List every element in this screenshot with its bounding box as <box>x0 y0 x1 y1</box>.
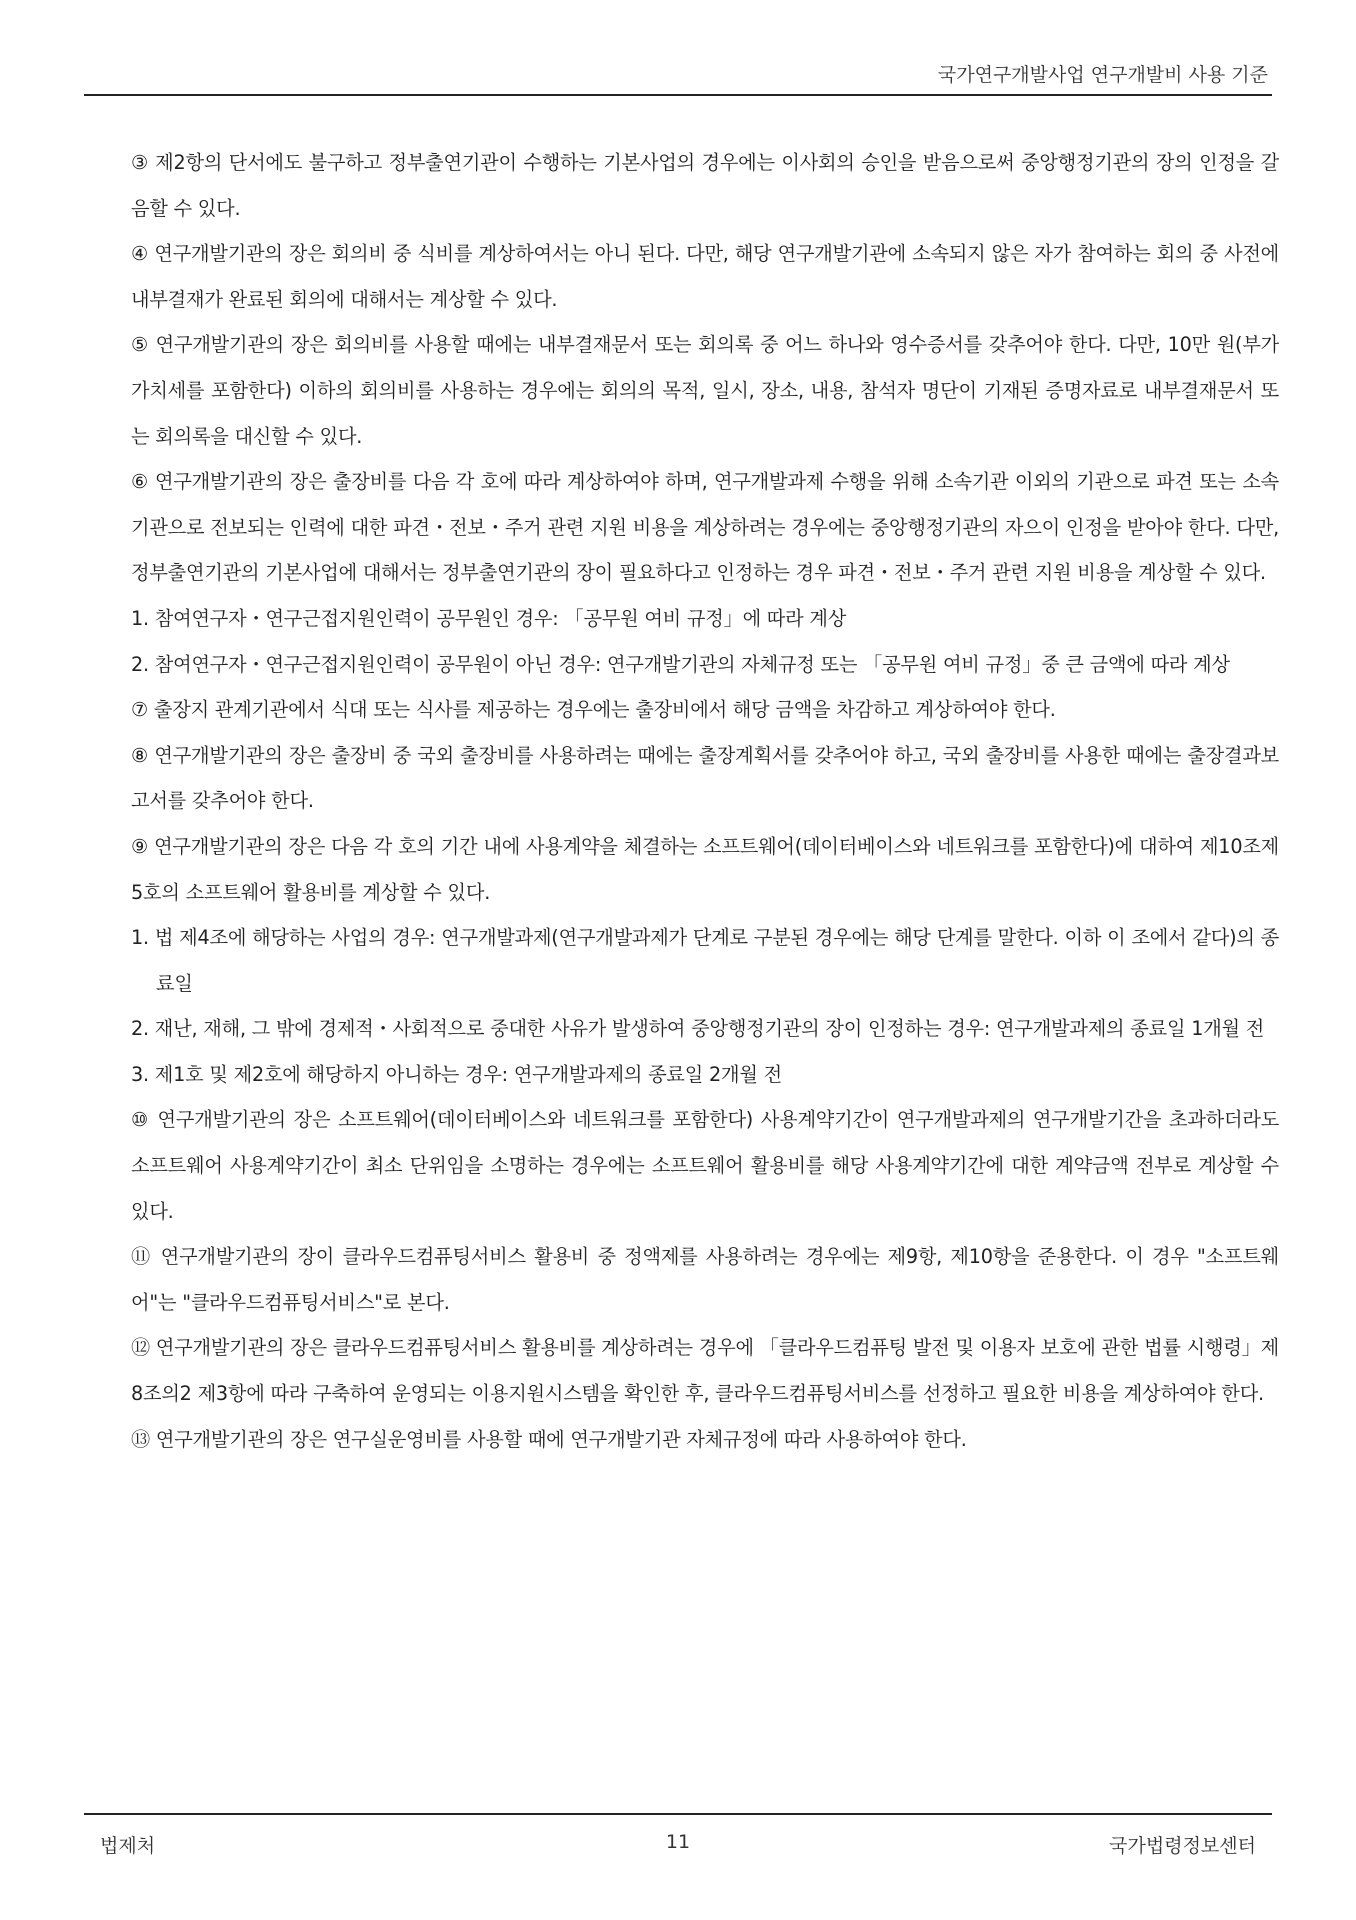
paragraph-7: ⑦ 출장지 관계기관에서 식대 또는 식사를 제공하는 경우에는 출장비에서 해당 금액을 차감하고 계상하여야 한다. <box>131 698 1056 722</box>
paragraph-9-item-3: 3. 제1호 및 제2호에 해당하지 아니하는 경우: 연구개발과제의 종료일 2개월 전 <box>131 1062 782 1086</box>
paragraph-9-item-1: 1. 법 제4조에 해당하는 사업의 경우: 연구개발과제(연구개발과제가 단계로 구분된 경우에는 해당 단계를 말한다. 이하 이 조에서 같다)의 종료일 <box>131 926 1279 995</box>
paragraph-5: ⑤ 연구개발기관의 장은 회의비를 사용할 때에는 내부결재문서 또는 회의록 중 어느 하나와 영수증서를 갖추어야 한다. 다만, 10만 원(부가가치세를 포함한다) 이하의 회의비를 사용하는 경우에는 회의의 목적, 일시, 장소, 내용, 참석자 명단이 기재된 증명자료로 내부결재문서 또는 회의록을 대신할 수 있다. <box>131 333 1279 448</box>
page-header <box>84 54 1272 96</box>
paragraph-13: ⑬ 연구개발기관의 장은 연구실운영비를 사용할 때에 연구개발기관 자체규정에 따라 사용하여야 한다. <box>131 1427 967 1451</box>
document-body <box>131 140 1279 1462</box>
paragraph-6: ⑥ 연구개발기관의 장은 출장비를 다음 각 호에 따라 계상하여야 하며, 연구개발과제 수행을 위해 소속기관 이외의 기관으로 파견 또는 소속기관으로 전보되는 인력에 대한 파견・전보・주거 관련 지원 비용을 계상하려는 경우에는 중앙행정기관의 자으이 인정을 받아야 한다. 다만, 정부출연기관의 기본사업에 대해서는 정부출연기관의 장이 필요하다고 인정하는 경우 파견・전보・주거 관련 지원 비용을 계상할 수 있다. <box>131 470 1279 585</box>
paragraph-3: ③ 제2항의 단서에도 불구하고 정부출연기관이 수행하는 기본사업의 경우에는 이사회의 승인을 받음으로써 중앙행정기관의 장의 인정을 갈음할 수 있다. <box>131 151 1279 220</box>
footer-source: 국가법령정보센터 <box>1109 1835 1256 1857</box>
footer-publisher: 법제처 <box>100 1835 156 1857</box>
paragraph-12: ⑫ 연구개발기관의 장은 클라우드컴퓨팅서비스 활용비를 계상하려는 경우에 「클라우드컴퓨팅 발전 및 이용자 보호에 관한 법률 시행령」제8조의2 제3항에 따라 구축하여 운영되는 이용지원시스템을 확인한 후, 클라우드컴퓨팅서비스를 선정하고 필요한 비용을 계상하여야 한다. <box>131 1336 1279 1406</box>
document-title: 국가연구개발사업 연구개발비 사용 기준 <box>937 64 1268 86</box>
page-number: 11 <box>665 1831 691 1853</box>
paragraph-9: ⑨ 연구개발기관의 장은 다음 각 호의 기간 내에 사용계약을 체결하는 소프트웨어(데이터베이스와 네트워크를 포함한다)에 대하여 제10조제5호의 소프트웨어 활용비를 계상할 수 있다. <box>131 834 1279 904</box>
paragraph-11: ⑪ 연구개발기관의 장이 클라우드컴퓨팅서비스 활용비 중 정액제를 사용하려는 경우에는 제9항, 제10항을 준용한다. 이 경우 "소프트웨어"는 "클라우드컴퓨팅서비스"로 본다. <box>131 1245 1279 1314</box>
paragraph-6-item-2: 2. 참여연구자・연구근접지원인력이 공무원이 아닌 경우: 연구개발기관의 자체규정 또는 「공무원 여비 규정」중 큰 금액에 따라 계상 <box>131 652 1230 676</box>
paragraph-4: ④ 연구개발기관의 장은 회의비 중 식비를 계상하여서는 아니 된다. 다만, 해당 연구개발기관에 소속되지 않은 자가 참여하는 회의 중 사전에 내부결재가 완료된 회의에 대해서는 계상할 수 있다. <box>131 242 1279 311</box>
paragraph-9-item-2: 2. 재난, 재해, 그 밖에 경제적・사회적으로 중대한 사유가 발생하여 중앙행정기관의 장이 인정하는 경우: 연구개발과제의 종료일 1개월 전 <box>131 1017 1265 1041</box>
page-footer <box>84 1813 1272 1875</box>
paragraph-10: ⑩ 연구개발기관의 장은 소프트웨어(데이터베이스와 네트워크를 포함한다) 사용계약기간이 연구개발과제의 연구개발기간을 초과하더라도 소프트웨어 사용계약기간이 최소 단위임을 소명하는 경우에는 소프트웨어 활용비를 해당 사용계약기간에 대한 계약금액 전부로 계상할 수 있다. <box>131 1108 1279 1223</box>
paragraph-6-item-1: 1. 참여연구자・연구근접지원인력이 공무원인 경우: 「공무원 여비 규정」에 따라 계상 <box>131 606 847 630</box>
paragraph-8: ⑧ 연구개발기관의 장은 출장비 중 국외 출장비를 사용하려는 때에는 출장계획서를 갖추어야 하고, 국외 출장비를 사용한 때에는 출장결과보고서를 갖추어야 한다. <box>131 743 1279 813</box>
